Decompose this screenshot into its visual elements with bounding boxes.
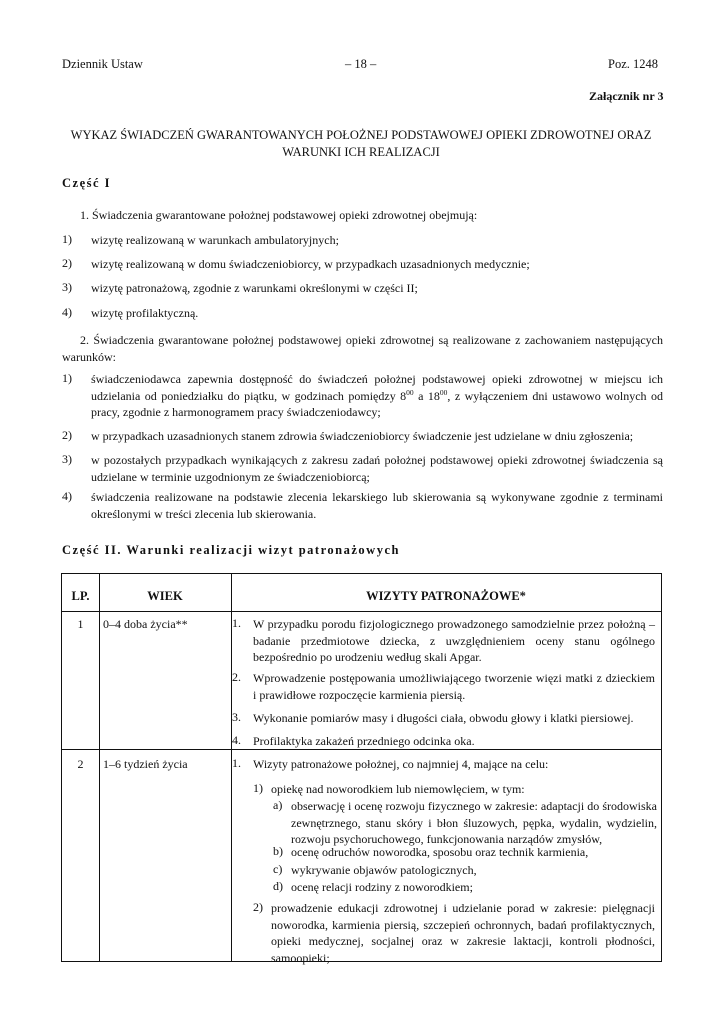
item-number: 3. [232,710,241,724]
item-text: wizytę realizowaną w warunkach ambulatoryjnych; [91,233,339,247]
row2-wiek: 1–6 tydzień życia [103,757,188,771]
item-text: Profilaktyka zakażeń przedniego odcinka oka. [253,734,475,748]
item-number: 4) [62,305,72,319]
document-title: WYKAZ ŚWIADCZEŃ GWARANTOWANYCH POŁOŻNEJ PODSTAWOWEJ OPIEKI ZDROWOTNEJ ORAZ WARUNKI ICH REALIZACJI [70,128,652,159]
item-text [91,371,663,421]
item-text: opiekę nad noworodkiem lub niemowlęciem, w tym: [271,782,525,796]
header-visits: WIZYTY PATRONAŻOWE* [366,589,526,603]
item-number: d) [273,879,283,893]
item-number: 3) [62,452,72,466]
item-number: 2. [232,670,241,684]
item-number: c) [273,862,283,876]
item-number: 2) [62,428,72,442]
page-number: – 18 – [345,57,377,71]
journal-name: Dziennik Ustaw [62,57,143,71]
row1-lp: 1 [77,617,84,631]
item-text: W przypadku porodu fizjologicznego prowadzonego samodzielnie przez położną – badanie przedmiotowe dziecka, z uwzględnieniem oceny stanu ogólnego bezpośrednio po urodzeniu według skali Apgar. [253,617,655,664]
paragraph-1: 1. Świadczenia gwarantowane położnej podstawowej opieki zdrowotnej obejmują: [80,208,478,222]
item-text: Wykonanie pomiarów masy i długości ciała, obwodu głowy i klatki piersiowej. [253,711,634,725]
item-text: Wizyty patronażowe położnej, co najmniej 4, mające na celu: [253,757,549,771]
visits-table [61,573,662,965]
item-number: 4. [232,733,241,747]
item-number: 2) [62,256,72,270]
part2-heading: Część II. Warunki realizacji wizyt patronażowych [62,543,400,557]
item-number: 3) [62,280,72,294]
item-text: wizytę patronażową, zgodnie z warunkami określonymi w części II; [91,281,418,295]
row-divider [62,611,661,612]
item-text-part: świadczeniodawca zapewnia dostępność do świadczeń położnej podstawowej opieki zdrowotnej w miejscu ich udzielania od poniedziałku do piątku, w godzinach pomiędzy 8 [91,372,663,403]
item-text: wizytę profilaktyczną. [91,306,199,320]
annex-label: Załącznik nr 3 [589,89,664,103]
item-number: a) [273,798,283,812]
row1-wiek: 0–4 doba życia** [103,617,188,631]
superscript: 00 [406,387,414,397]
item-text: ocenę relacji rodziny z noworodkiem; [291,880,473,894]
header-lp: LP. [71,589,90,603]
item-number: 2) [253,900,263,914]
superscript: 00 [439,387,448,397]
item-number: b) [273,844,283,858]
paragraph-2: 2. Świadczenia gwarantowane położnej podstawowej opieki zdrowotnej są realizowane z zachowaniem następujących warunków: [62,333,663,364]
item-text: w przypadkach uzasadnionych stanem zdrowia świadczeniobiorcy świadczenie jest udzielane w dniu zgłoszenia; [91,429,634,443]
item-number: 4) [62,489,72,503]
item-number: 1) [62,232,72,246]
item-text: świadczenia realizowane na podstawie zlecenia lekarskiego lub skierowania są wykonywane zgodnie z terminami określonymi w treści zlecenia lub skierowania. [91,490,663,521]
row2-lp: 2 [77,757,84,771]
item-text-part: a 18 [413,388,440,403]
item-text: prowadzenie edukacji zdrowotnej i udzielanie porad w zakresie: pielęgnacji noworodka, karmienia piersią, szczepień ochronnych, badań profilaktycznych, opieki medycznej, socjalnej oraz w zakresie laktacji, kontroli płodności, samoopieki; [271,901,655,965]
column-divider [99,574,100,961]
item-text: Wprowadzenie postępowania umożliwiającego tworzenie więzi matki z dzieckiem i prawidłowe rozpoczęcie karmienia piersią. [253,671,655,702]
item-text: obserwację i ocenę rozwoju fizycznego w zakresie: adaptacji do środowiska zewnętrznego, stanu skóry i błon śluzowych, pępka, wydalin, wydzielin, rozwoju psychoruchowego, funkcjonowania narządów zmysłów, [291,799,657,846]
item-text: wykrywanie objawów patologicznych, [291,863,477,877]
item-text: w pozostałych przypadkach wynikających z zakresu zadań położnej podstawowej opieki zdrowotnej świadczenia są udzielane w terminie uzgodnionym ze świadczeniobiorcą; [91,453,663,484]
item-text: wizytę realizowaną w domu świadczeniobiorcy, w przypadkach uzasadnionych medycznie; [91,257,530,271]
header-wiek: WIEK [147,589,183,603]
item-text: ocenę odruchów noworodka, sposobu oraz technik karmienia, [291,845,589,859]
item-number: 1) [253,781,263,795]
position-number: Poz. 1248 [608,57,658,71]
part1-heading: Część I [62,176,112,190]
item-text-part: , z wyłączeniem dni ustawowo wolnych od pracy, zgodnie z harmonogramem pracy świadczeniodawcy; [91,388,663,419]
item-number: 1. [232,756,241,770]
item-number: 1. [232,616,241,630]
item-number: 1) [62,371,72,385]
